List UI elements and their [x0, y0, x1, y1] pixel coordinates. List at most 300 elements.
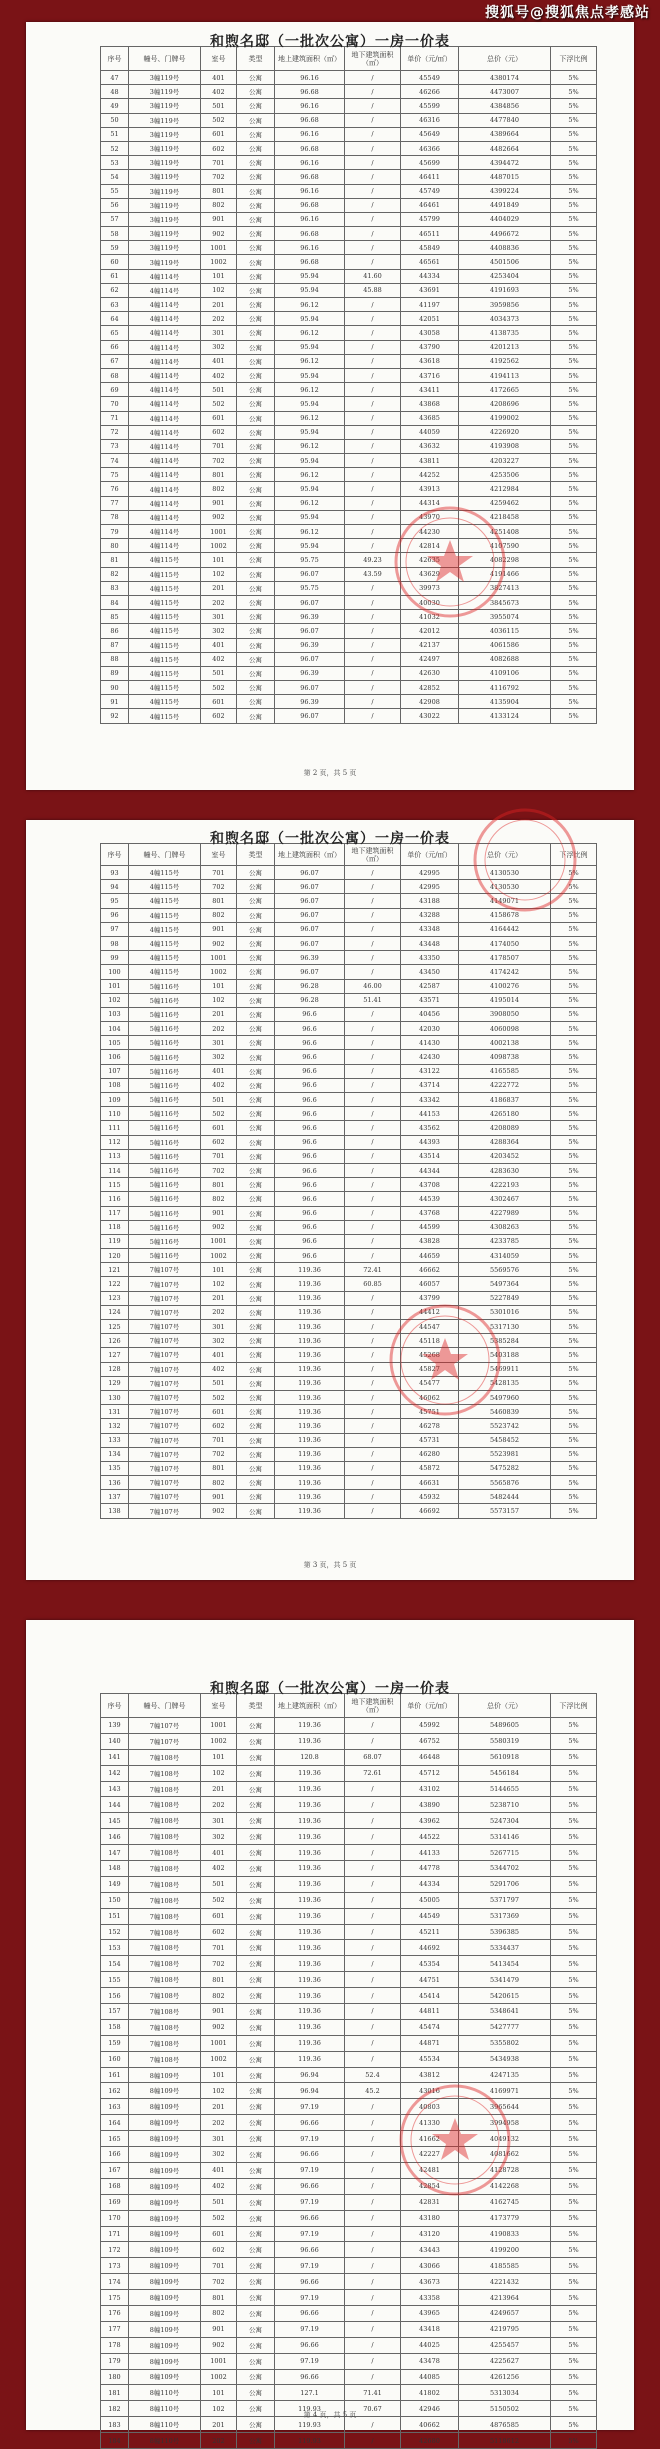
unit-price-cell: 45649: [401, 127, 459, 141]
table-row: [101, 1829, 597, 1845]
building-cell: 7幢108号: [129, 1829, 201, 1845]
type-cell: 公寓: [237, 2369, 275, 2385]
building-cell: 5幢116号: [129, 1206, 201, 1220]
above-area-cell: 96.12: [275, 298, 345, 312]
room-cell: 602: [201, 2242, 237, 2258]
total-price-cell: 5396385: [459, 1924, 551, 1940]
unit-price-cell: 45872: [401, 1461, 459, 1475]
room-cell: 801: [201, 468, 237, 482]
table-row: [101, 184, 597, 198]
room-cell: 502: [201, 1107, 237, 1121]
column-header: 下浮比例: [551, 1694, 597, 1718]
above-area-cell: 119.36: [275, 1972, 345, 1988]
type-cell: 公寓: [237, 368, 275, 382]
table-row: [101, 936, 597, 950]
above-area-cell: 119.36: [275, 2019, 345, 2035]
column-header: 单价（元/㎡）: [401, 844, 459, 866]
discount-cell: 5%: [551, 71, 597, 85]
below-area-cell: 43.59: [345, 567, 401, 581]
below-area-cell: 49.23: [345, 553, 401, 567]
building-cell: 4幢114号: [129, 368, 201, 382]
unit-price-cell: 44549: [401, 1908, 459, 1924]
below-area-cell: /: [345, 638, 401, 652]
room-cell: 802: [201, 482, 237, 496]
building-cell: 8幢109号: [129, 2258, 201, 2274]
room-cell: 1001: [201, 241, 237, 255]
below-area-cell: /: [345, 411, 401, 425]
type-cell: 公寓: [237, 468, 275, 482]
type-cell: 公寓: [237, 1461, 275, 1475]
above-area-cell: 96.6: [275, 1036, 345, 1050]
building-cell: 7幢107号: [129, 1291, 201, 1305]
below-area-cell: /: [345, 1178, 401, 1192]
table-row: [101, 525, 597, 539]
building-cell: 7幢107号: [129, 1476, 201, 1490]
below-area-cell: /: [345, 1093, 401, 1107]
column-header: 室号: [201, 47, 237, 71]
building-cell: 4幢115号: [129, 695, 201, 709]
total-price-cell: 4249657: [459, 2305, 551, 2321]
table-row: [101, 709, 597, 723]
building-cell: 5幢116号: [129, 1007, 201, 1021]
type-cell: 公寓: [237, 1892, 275, 1908]
type-cell: 公寓: [237, 340, 275, 354]
room-cell: 901: [201, 922, 237, 936]
above-area-cell: 95.94: [275, 482, 345, 496]
above-area-cell: 96.07: [275, 624, 345, 638]
table-row: [101, 1972, 597, 1988]
table-row: [101, 397, 597, 411]
room-cell: 1002: [201, 255, 237, 269]
room-cell: 1001: [201, 1234, 237, 1248]
unit-price-cell: 42481: [401, 2162, 459, 2178]
total-price-cell: 5580319: [459, 1733, 551, 1749]
type-cell: 公寓: [237, 1376, 275, 1390]
room-cell: 502: [201, 2210, 237, 2226]
room-cell: 501: [201, 2194, 237, 2210]
seq-cell: 76: [101, 482, 129, 496]
unit-price-cell: 45474: [401, 2019, 459, 2035]
discount-cell: 5%: [551, 1829, 597, 1845]
building-cell: 4幢114号: [129, 525, 201, 539]
seq-cell: 66: [101, 340, 129, 354]
table-row: [101, 2162, 597, 2178]
unit-price-cell: 45712: [401, 1765, 459, 1781]
total-price-cell: 4218458: [459, 510, 551, 524]
above-area-cell: 119.93: [275, 2433, 345, 2449]
total-price-cell: 5460839: [459, 1405, 551, 1419]
type-cell: 公寓: [237, 2162, 275, 2178]
above-area-cell: 96.16: [275, 212, 345, 226]
discount-cell: 5%: [551, 610, 597, 624]
seq-cell: 147: [101, 1845, 129, 1861]
building-cell: 7幢107号: [129, 1504, 201, 1518]
above-area-cell: 119.36: [275, 1320, 345, 1334]
table-row: [101, 255, 597, 269]
building-cell: 7幢108号: [129, 1940, 201, 1956]
unit-price-cell: 43812: [401, 2067, 459, 2083]
discount-cell: 5%: [551, 1007, 597, 1021]
above-area-cell: 96.6: [275, 1206, 345, 1220]
table-row: [101, 1348, 597, 1362]
total-price-cell: 4491849: [459, 198, 551, 212]
room-cell: 301: [201, 610, 237, 624]
discount-cell: 5%: [551, 1022, 597, 1036]
total-price-cell: 4222193: [459, 1178, 551, 1192]
above-area-cell: 96.66: [275, 2147, 345, 2163]
room-cell: 102: [201, 2083, 237, 2099]
total-price-cell: 4194113: [459, 368, 551, 382]
type-cell: 公寓: [237, 567, 275, 581]
unit-price-cell: 43450: [401, 965, 459, 979]
building-cell: 5幢116号: [129, 1249, 201, 1263]
seq-cell: 62: [101, 283, 129, 297]
table-row: [101, 326, 597, 340]
below-area-cell: 72.41: [345, 1263, 401, 1277]
discount-cell: 5%: [551, 2226, 597, 2242]
below-area-cell: /: [345, 652, 401, 666]
above-area-cell: 95.94: [275, 340, 345, 354]
unit-price-cell: 43514: [401, 1149, 459, 1163]
discount-cell: 5%: [551, 454, 597, 468]
room-cell: 202: [201, 2433, 237, 2449]
column-header: 单价（元/㎡）: [401, 1694, 459, 1718]
room-cell: 302: [201, 1829, 237, 1845]
seq-cell: 100: [101, 965, 129, 979]
table-row: [101, 2385, 597, 2401]
building-cell: 7幢107号: [129, 1334, 201, 1348]
table-row: [101, 1036, 597, 1050]
room-cell: 502: [201, 1390, 237, 1404]
type-cell: 公寓: [237, 1249, 275, 1263]
above-area-cell: 96.16: [275, 184, 345, 198]
building-cell: 4幢115号: [129, 866, 201, 880]
above-area-cell: 95.94: [275, 312, 345, 326]
room-cell: 801: [201, 2290, 237, 2306]
room-cell: 902: [201, 936, 237, 950]
table-row: [101, 1405, 597, 1419]
room-cell: 801: [201, 1178, 237, 1192]
above-area-cell: 119.36: [275, 1733, 345, 1749]
type-cell: 公寓: [237, 595, 275, 609]
above-area-cell: 119.36: [275, 1348, 345, 1362]
building-cell: 3幢119号: [129, 113, 201, 127]
below-area-cell: /: [345, 127, 401, 141]
room-cell: 402: [201, 85, 237, 99]
discount-cell: 5%: [551, 1064, 597, 1078]
total-price-cell: 5403188: [459, 1348, 551, 1362]
building-cell: 8幢110号: [129, 2385, 201, 2401]
type-cell: 公寓: [237, 1362, 275, 1376]
seq-cell: 126: [101, 1334, 129, 1348]
table-row: [101, 1908, 597, 1924]
below-area-cell: /: [345, 1908, 401, 1924]
type-cell: 公寓: [237, 666, 275, 680]
type-cell: 公寓: [237, 510, 275, 524]
seq-cell: 145: [101, 1813, 129, 1829]
type-cell: 公寓: [237, 1940, 275, 1956]
below-area-cell: /: [345, 1050, 401, 1064]
room-cell: 701: [201, 156, 237, 170]
table-row: [101, 2115, 597, 2131]
table-row: [101, 2290, 597, 2306]
above-area-cell: 96.12: [275, 383, 345, 397]
room-cell: 1002: [201, 2369, 237, 2385]
column-header: 总价（元）: [459, 1694, 551, 1718]
seq-cell: 73: [101, 439, 129, 453]
seq-cell: 86: [101, 624, 129, 638]
below-area-cell: /: [345, 496, 401, 510]
unit-price-cell: 42012: [401, 624, 459, 638]
table-row: [101, 624, 597, 638]
table-row: [101, 2242, 597, 2258]
unit-price-cell: 40803: [401, 2099, 459, 2115]
type-cell: 公寓: [237, 2226, 275, 2242]
room-cell: 201: [201, 1781, 237, 1797]
column-header: 总价（元）: [459, 844, 551, 866]
total-price-cell: 4081662: [459, 2147, 551, 2163]
table-row: [101, 1876, 597, 1892]
total-price-cell: 4222772: [459, 1078, 551, 1092]
below-area-cell: 51.41: [345, 993, 401, 1007]
total-price-cell: 5348641: [459, 2004, 551, 2020]
type-cell: 公寓: [237, 1163, 275, 1177]
building-cell: 4幢114号: [129, 496, 201, 510]
above-area-cell: 97.19: [275, 2131, 345, 2147]
seq-cell: 124: [101, 1305, 129, 1319]
building-cell: 8幢109号: [129, 2099, 201, 2115]
total-price-cell: 5428135: [459, 1376, 551, 1390]
below-area-cell: 70.67: [345, 2401, 401, 2417]
table-row: [101, 2178, 597, 2194]
total-price-cell: 4496672: [459, 227, 551, 241]
total-price-cell: 4233785: [459, 1234, 551, 1248]
building-cell: 7幢107号: [129, 1348, 201, 1362]
building-cell: 7幢108号: [129, 1781, 201, 1797]
type-cell: 公寓: [237, 1765, 275, 1781]
type-cell: 公寓: [237, 71, 275, 85]
building-cell: 8幢109号: [129, 2305, 201, 2321]
below-area-cell: /: [345, 1781, 401, 1797]
type-cell: 公寓: [237, 1050, 275, 1064]
total-price-cell: 4164442: [459, 922, 551, 936]
unit-price-cell: 45477: [401, 1376, 459, 1390]
building-cell: 3幢119号: [129, 127, 201, 141]
column-header: 幢号、门牌号: [129, 47, 201, 71]
building-cell: 4幢114号: [129, 411, 201, 425]
column-header: 类型: [237, 844, 275, 866]
unit-price-cell: 45005: [401, 1892, 459, 1908]
discount-cell: 5%: [551, 1036, 597, 1050]
building-cell: 8幢109号: [129, 2321, 201, 2337]
room-cell: 202: [201, 595, 237, 609]
building-cell: 4幢115号: [129, 894, 201, 908]
total-price-cell: 4100276: [459, 979, 551, 993]
building-cell: 4幢115号: [129, 567, 201, 581]
discount-cell: 5%: [551, 510, 597, 524]
above-area-cell: 119.36: [275, 2035, 345, 2051]
type-cell: 公寓: [237, 965, 275, 979]
discount-cell: 5%: [551, 170, 597, 184]
building-cell: 5幢116号: [129, 1135, 201, 1149]
table-row: [101, 298, 597, 312]
table-row: [101, 922, 597, 936]
below-area-cell: /: [345, 1022, 401, 1036]
seq-cell: 98: [101, 936, 129, 950]
above-area-cell: 96.07: [275, 709, 345, 723]
seq-cell: 75: [101, 468, 129, 482]
total-price-cell: 4255457: [459, 2337, 551, 2353]
page-title: 和煦名邸（一批次公寓）一房一价表: [210, 34, 450, 50]
above-area-cell: 119.36: [275, 1988, 345, 2004]
above-area-cell: 119.36: [275, 1277, 345, 1291]
discount-cell: 5%: [551, 2369, 597, 2385]
type-cell: 公寓: [237, 298, 275, 312]
table-row: [101, 1305, 597, 1319]
total-price-cell: 4212984: [459, 482, 551, 496]
unit-price-cell: 46411: [401, 170, 459, 184]
type-cell: 公寓: [237, 1277, 275, 1291]
below-area-cell: /: [345, 439, 401, 453]
above-area-cell: 96.68: [275, 255, 345, 269]
discount-cell: 5%: [551, 85, 597, 99]
room-cell: 202: [201, 312, 237, 326]
seq-cell: 142: [101, 1765, 129, 1781]
room-cell: 301: [201, 326, 237, 340]
discount-cell: 5%: [551, 1461, 597, 1475]
type-cell: 公寓: [237, 2353, 275, 2369]
unit-price-cell: 44599: [401, 1220, 459, 1234]
building-cell: 5幢116号: [129, 1022, 201, 1036]
type-cell: 公寓: [237, 2290, 275, 2306]
total-price-cell: 5341479: [459, 1972, 551, 1988]
below-area-cell: /: [345, 2099, 401, 2115]
table-row: [101, 666, 597, 680]
table-row: [101, 908, 597, 922]
above-area-cell: 97.19: [275, 2321, 345, 2337]
total-price-cell: 5144655: [459, 1781, 551, 1797]
type-cell: 公寓: [237, 198, 275, 212]
table-row: [101, 85, 597, 99]
building-cell: 8幢109号: [129, 2274, 201, 2290]
above-area-cell: 119.36: [275, 1419, 345, 1433]
table-row: [101, 1490, 597, 1504]
building-cell: 7幢108号: [129, 1861, 201, 1877]
room-cell: 401: [201, 354, 237, 368]
discount-cell: 5%: [551, 2305, 597, 2321]
type-cell: 公寓: [237, 1192, 275, 1206]
above-area-cell: 96.07: [275, 894, 345, 908]
room-cell: 202: [201, 2115, 237, 2131]
building-cell: 5幢116号: [129, 1163, 201, 1177]
below-area-cell: /: [345, 1892, 401, 1908]
column-header: 地上建筑面积（㎡）: [275, 844, 345, 866]
total-price-cell: 5573157: [459, 1504, 551, 1518]
below-area-cell: 68.07: [345, 1749, 401, 1765]
table-row: [101, 2051, 597, 2067]
unit-price-cell: 42051: [401, 312, 459, 326]
room-cell: 902: [201, 2337, 237, 2353]
building-cell: 4幢114号: [129, 539, 201, 553]
room-cell: 501: [201, 99, 237, 113]
seq-cell: 58: [101, 227, 129, 241]
above-area-cell: 96.12: [275, 525, 345, 539]
building-cell: 4幢114号: [129, 383, 201, 397]
unit-price-cell: 44334: [401, 269, 459, 283]
building-cell: 7幢107号: [129, 1490, 201, 1504]
below-area-cell: /: [345, 1447, 401, 1461]
discount-cell: 5%: [551, 567, 597, 581]
type-cell: 公寓: [237, 1220, 275, 1234]
unit-price-cell: 43962: [401, 1813, 459, 1829]
table-row: [101, 951, 597, 965]
building-cell: 3幢119号: [129, 212, 201, 226]
table-row: [101, 2035, 597, 2051]
table-row: [101, 1797, 597, 1813]
type-cell: 公寓: [237, 652, 275, 666]
unit-price-cell: 44393: [401, 1135, 459, 1149]
table-row: [101, 71, 597, 85]
building-cell: 7幢108号: [129, 2019, 201, 2035]
discount-cell: 5%: [551, 1050, 597, 1064]
room-cell: 702: [201, 170, 237, 184]
unit-price-cell: 44778: [401, 1861, 459, 1877]
type-cell: 公寓: [237, 610, 275, 624]
above-area-cell: 95.75: [275, 581, 345, 595]
building-cell: 8幢110号: [129, 2417, 201, 2433]
unit-price-cell: 44659: [401, 1249, 459, 1263]
building-cell: 7幢107号: [129, 1277, 201, 1291]
unit-price-cell: 41662: [401, 2131, 459, 2147]
building-cell: 5幢116号: [129, 1050, 201, 1064]
room-cell: 501: [201, 1876, 237, 1892]
column-header: 地下建筑面积（㎡）: [345, 47, 401, 71]
type-cell: 公寓: [237, 482, 275, 496]
seq-cell: 97: [101, 922, 129, 936]
table-row: [101, 1093, 597, 1107]
total-price-cell: 4247135: [459, 2067, 551, 2083]
room-cell: 102: [201, 1765, 237, 1781]
room-cell: 802: [201, 908, 237, 922]
above-area-cell: 119.36: [275, 1718, 345, 1734]
table-row: [101, 695, 597, 709]
room-cell: 602: [201, 1924, 237, 1940]
total-price-cell: 4208089: [459, 1121, 551, 1135]
discount-cell: 5%: [551, 1892, 597, 1908]
room-cell: 1002: [201, 539, 237, 553]
discount-cell: 5%: [551, 368, 597, 382]
total-price-cell: 5482444: [459, 1490, 551, 1504]
above-area-cell: 96.68: [275, 170, 345, 184]
unit-price-cell: 41032: [401, 610, 459, 624]
type-cell: 公寓: [237, 1829, 275, 1845]
room-cell: 201: [201, 1007, 237, 1021]
total-price-cell: 4116792: [459, 681, 551, 695]
building-cell: 8幢109号: [129, 2131, 201, 2147]
above-area-cell: 97.19: [275, 2226, 345, 2242]
above-area-cell: 96.6: [275, 1022, 345, 1036]
room-cell: 202: [201, 1797, 237, 1813]
type-cell: 公寓: [237, 894, 275, 908]
type-cell: 公寓: [237, 2433, 275, 2449]
type-cell: 公寓: [237, 326, 275, 340]
building-cell: 5幢116号: [129, 1064, 201, 1078]
type-cell: 公寓: [237, 1107, 275, 1121]
room-cell: 701: [201, 1940, 237, 1956]
discount-cell: 5%: [551, 1861, 597, 1877]
table-row: [101, 894, 597, 908]
room-cell: 602: [201, 425, 237, 439]
